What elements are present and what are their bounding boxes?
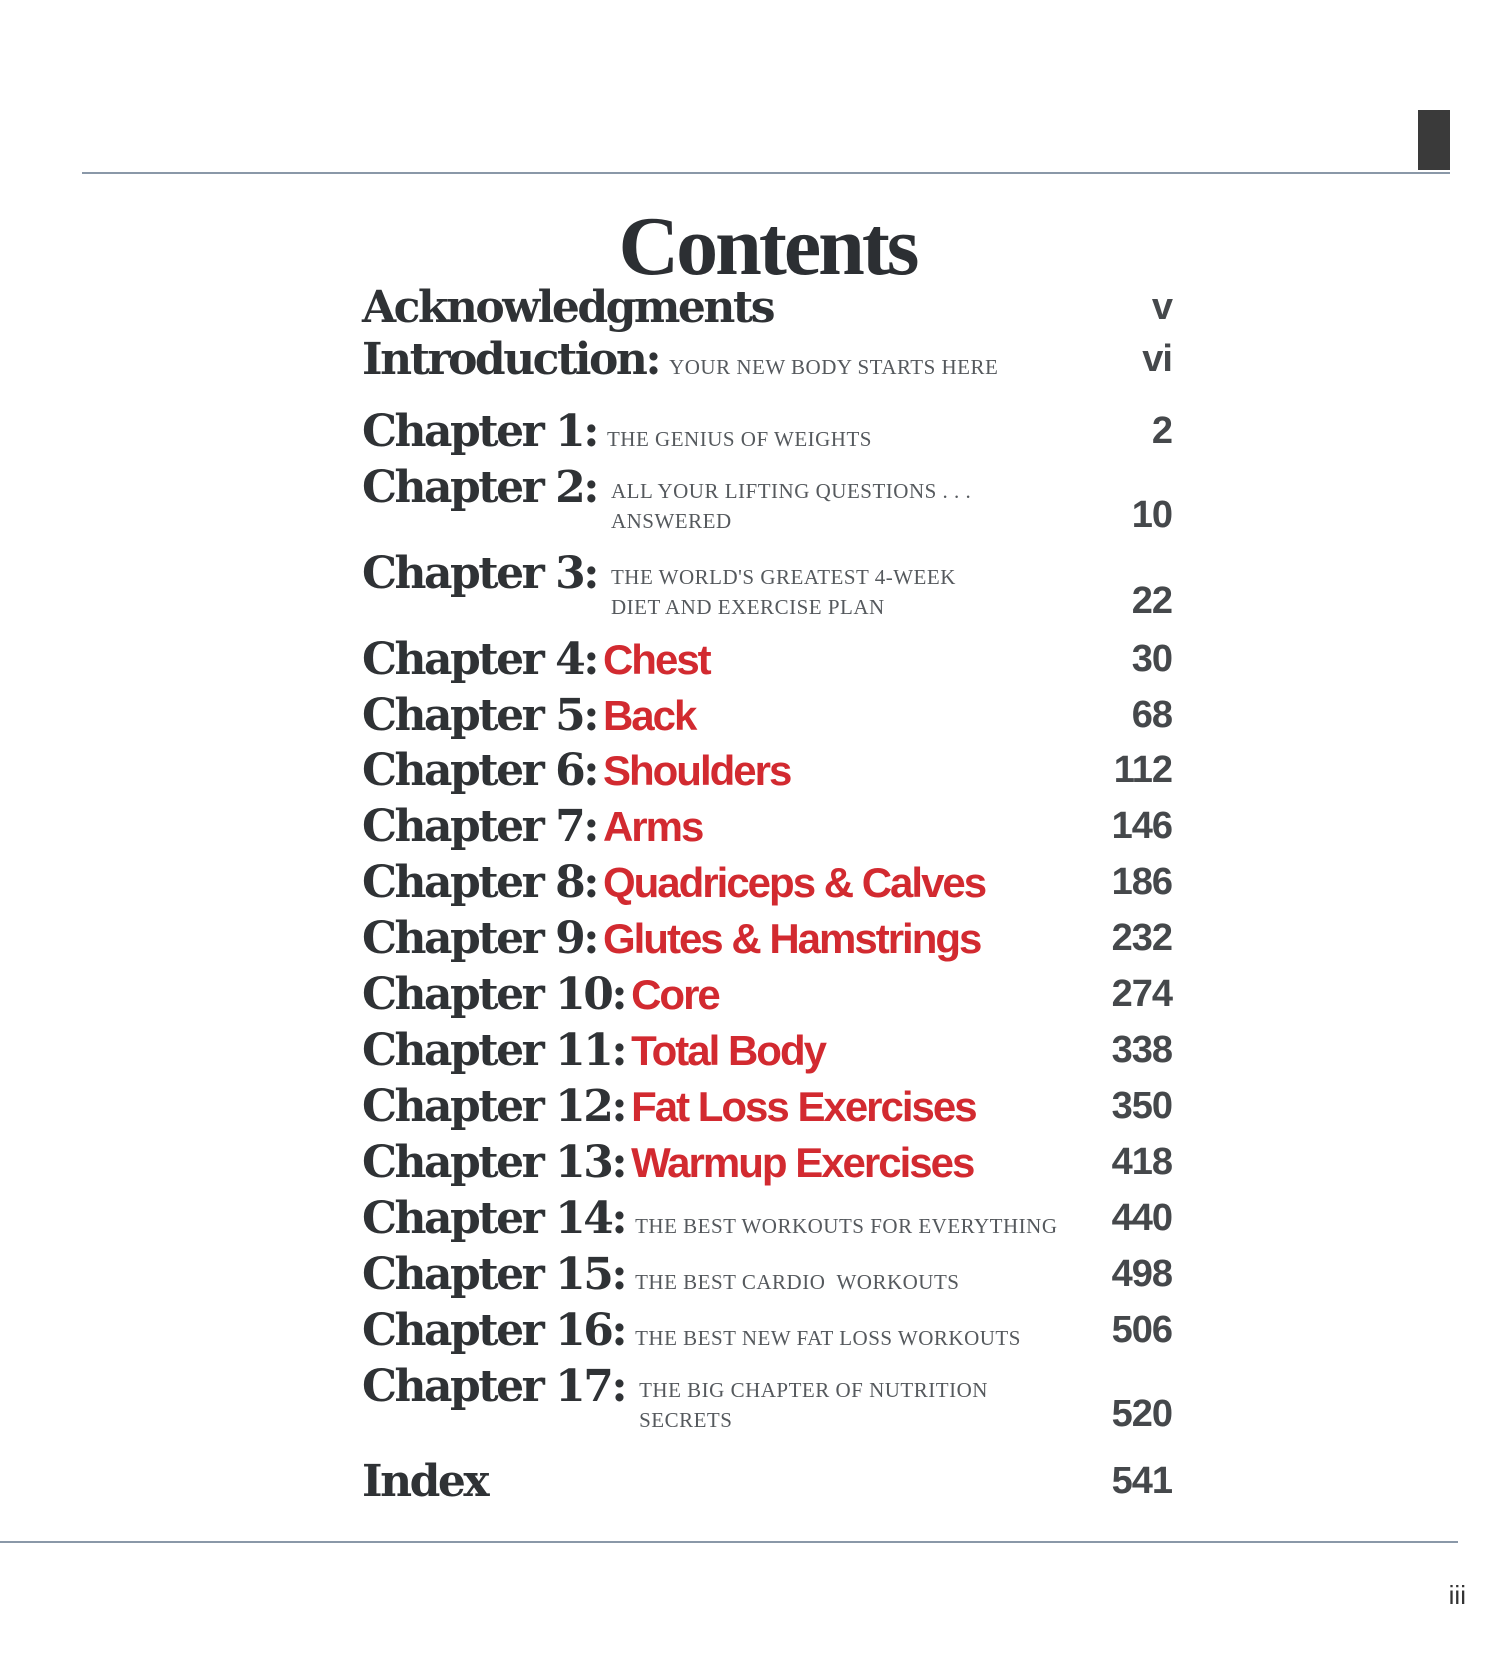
entry-topic: Arms — [602, 803, 703, 850]
entry-label: Chapter 16: — [362, 1305, 626, 1356]
entry-page: 498 — [1111, 1253, 1172, 1295]
entry-page: 112 — [1113, 749, 1172, 791]
entry-label: Chapter 15: — [362, 1249, 626, 1300]
entry-page: 520 — [1111, 1393, 1172, 1435]
section-tab-marker — [1418, 110, 1450, 170]
entry-page: 22 — [1131, 580, 1172, 622]
entry-page: 186 — [1111, 861, 1172, 903]
entry-topic: Fat Loss Exercises — [631, 1083, 976, 1130]
entry-label: Chapter 17: — [362, 1361, 626, 1412]
entry-subtitle: THE GENIUS OF WEIGHTS — [606, 427, 872, 451]
toc-entry-chapter-5[interactable] — [362, 690, 1172, 741]
entry-topic: Warmup Exercises — [631, 1139, 974, 1186]
entry-label: Index — [362, 1456, 488, 1507]
entry-topic: Total Body — [631, 1027, 825, 1074]
entry-page: 338 — [1111, 1029, 1172, 1071]
entry-topic: Quadriceps & Calves — [602, 859, 986, 906]
entry-page: 2 — [1151, 410, 1172, 452]
entry-label: Chapter 11: — [362, 1025, 626, 1076]
entry-subtitle: THE BEST CARDIO WORKOUTS — [635, 1270, 960, 1294]
entry-subtitle-line2: DIET AND EXERCISE PLAN — [610, 595, 885, 619]
entry-label: Chapter 6: — [362, 745, 597, 796]
entry-label: Chapter 13: — [362, 1137, 626, 1188]
entry-label: Chapter 7: — [362, 801, 597, 852]
toc-entry-chapter-12[interactable] — [362, 1081, 1172, 1132]
toc-entry-chapter-3[interactable] — [362, 548, 1172, 622]
entry-page: v — [1151, 286, 1172, 328]
toc-entry-introduction[interactable] — [362, 334, 1172, 385]
toc-entry-index[interactable] — [362, 1456, 1172, 1507]
entry-label: Acknowledgments — [362, 282, 774, 333]
entry-page: 146 — [1111, 805, 1172, 847]
entry-subtitle-line2: ANSWERED — [610, 509, 732, 533]
entry-page: 274 — [1111, 973, 1172, 1015]
toc-entry-chapter-11[interactable] — [362, 1025, 1172, 1076]
toc-entry-chapter-17[interactable] — [362, 1361, 1172, 1435]
toc-entry-chapter-10[interactable] — [362, 969, 1172, 1020]
page-title: Contents — [618, 200, 917, 293]
toc-entry-chapter-9[interactable] — [362, 913, 1172, 964]
toc-entry-chapter-1[interactable] — [362, 406, 1172, 457]
entry-label: Chapter 1: — [362, 406, 597, 457]
toc-entry-chapter-6[interactable] — [362, 745, 1172, 796]
entry-page: 418 — [1111, 1141, 1172, 1183]
entry-page: 541 — [1111, 1460, 1172, 1502]
toc-entry-chapter-14[interactable] — [362, 1193, 1172, 1244]
entry-subtitle-line2: SECRETS — [639, 1408, 733, 1432]
entry-page: 30 — [1131, 638, 1172, 680]
entry-label: Chapter 12: — [362, 1081, 626, 1132]
entry-subtitle: THE BIG CHAPTER OF NUTRITION — [639, 1378, 988, 1402]
entry-subtitle: THE BEST WORKOUTS FOR EVERYTHING — [635, 1214, 1058, 1238]
entry-label: Chapter 14: — [362, 1193, 626, 1244]
toc-entry-chapter-2[interactable] — [362, 462, 1172, 536]
entry-page: 350 — [1111, 1085, 1172, 1127]
entry-topic: Core — [631, 971, 719, 1018]
entry-page: 440 — [1111, 1197, 1172, 1239]
toc-entry-chapter-13[interactable] — [362, 1137, 1172, 1188]
toc-entry-acknowledgments[interactable] — [362, 282, 1172, 333]
entry-label: Chapter 10: — [362, 969, 626, 1020]
toc-entry-chapter-15[interactable] — [362, 1249, 1172, 1300]
entry-label: Chapter 3: — [362, 548, 597, 599]
entry-page: vi — [1142, 338, 1172, 380]
entry-page: 10 — [1131, 494, 1172, 536]
entry-topic: Glutes & Hamstrings — [602, 915, 981, 962]
entry-page: 506 — [1111, 1309, 1172, 1351]
entry-topic: Chest — [602, 636, 710, 683]
entry-subtitle: THE WORLD'S GREATEST 4-WEEK — [610, 565, 956, 589]
bottom-divider — [0, 1541, 1458, 1543]
entry-label: Chapter 9: — [362, 913, 597, 964]
entry-page: 68 — [1131, 694, 1172, 736]
toc-entry-chapter-8[interactable] — [362, 857, 1172, 908]
entry-subtitle: ALL YOUR LIFTING QUESTIONS . . . — [610, 479, 972, 503]
entry-page: 232 — [1111, 917, 1172, 959]
entry-label: Chapter 2: — [362, 462, 597, 513]
entry-label: Chapter 5: — [362, 690, 597, 741]
entry-topic: Back — [602, 692, 696, 739]
entry-topic: Shoulders — [602, 747, 791, 794]
entry-subtitle: THE BEST NEW FAT LOSS WORKOUTS — [635, 1326, 1021, 1350]
entry-label: Chapter 4: — [362, 634, 597, 685]
entry-label: Chapter 8: — [362, 857, 597, 908]
toc-entry-chapter-7[interactable] — [362, 801, 1172, 852]
toc-entry-chapter-16[interactable] — [362, 1305, 1172, 1356]
entry-subtitle: YOUR NEW BODY STARTS HERE — [669, 355, 999, 379]
entry-label: Introduction: — [362, 334, 660, 385]
toc-entry-chapter-4[interactable] — [362, 634, 1172, 685]
folio-page-number: iii — [1448, 1580, 1466, 1610]
top-divider — [82, 172, 1450, 174]
